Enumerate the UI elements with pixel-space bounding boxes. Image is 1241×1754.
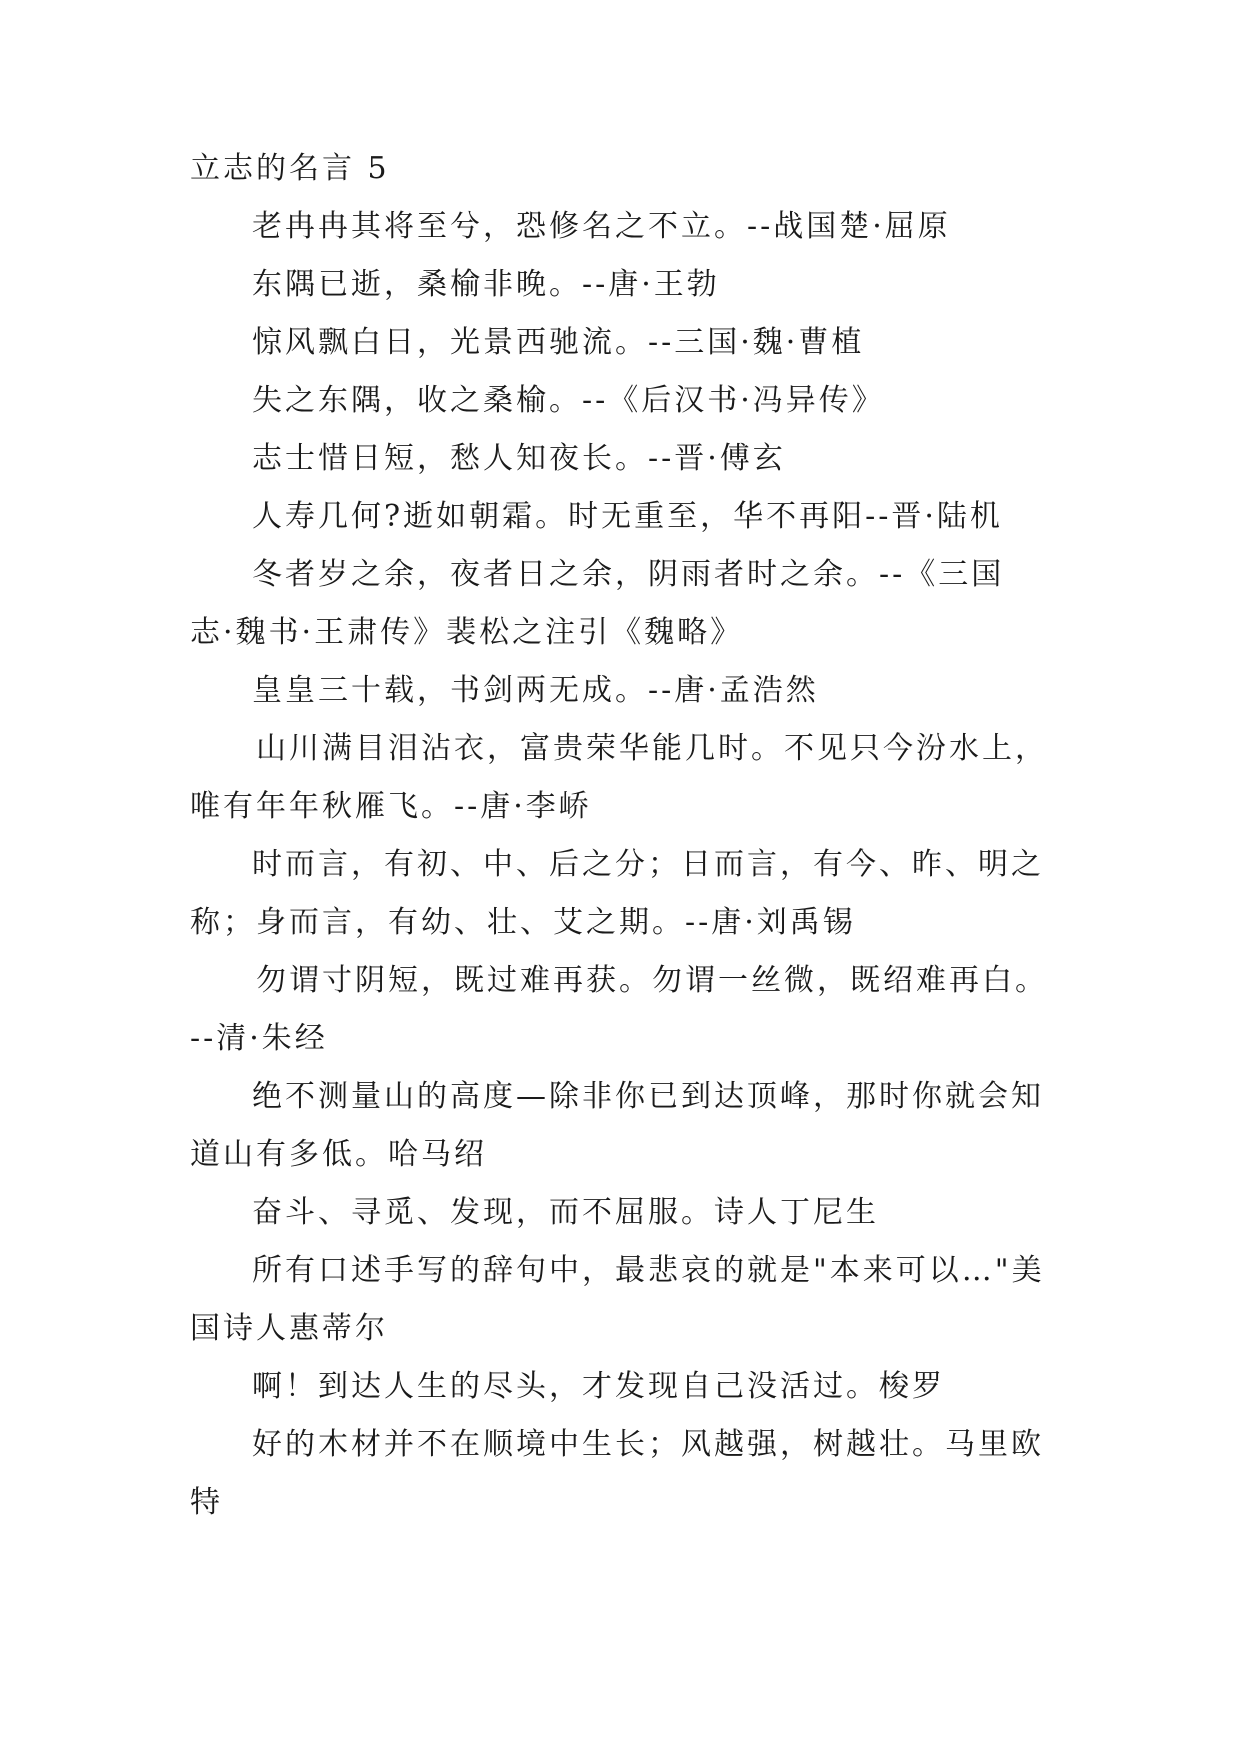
text-line: 人寿几何?逝如朝霜。时无重至，华不再阳--晋·陆机 <box>252 499 1003 534</box>
text-line: 老冉冉其将至兮，恐修名之不立。--战国楚·屈原 <box>252 209 951 244</box>
text-line: 所有口述手写的辞句中，最悲哀的就是"本来可以…"美 <box>252 1253 1045 1288</box>
text-line: 好的木材并不在顺境中生长；风越强，树越壮。马里欧 <box>252 1427 1044 1462</box>
text-line: 东隅已逝，桑榆非晚。--唐·王勃 <box>252 267 720 302</box>
text-line: --清·朱经 <box>190 1021 328 1056</box>
text-line: 志·魏书·王肃传》裴松之注引《魏略》 <box>190 615 744 650</box>
text-line: 时而言，有初、中、后之分；日而言，有今、昨、明之 <box>252 847 1044 882</box>
text-line: 志士惜日短，愁人知夜长。--晋·傅玄 <box>252 441 786 476</box>
text-line: 绝不测量山的高度—除非你已到达顶峰，那时你就会知 <box>252 1079 1044 1114</box>
text-line: 国诗人惠蒂尔 <box>190 1311 388 1346</box>
text-line: 失之东隅，收之桑榆。--《后汉书·冯异传》 <box>252 383 885 418</box>
text-line: 勿谓寸阴短，既过难再获。勿谓一丝微，既绍难再白。 <box>256 963 1048 998</box>
text-line: 唯有年年秋雁飞。--唐·李峤 <box>190 789 592 824</box>
text-line: 啊！到达人生的尽头，才发现自己没活过。梭罗 <box>252 1369 945 1404</box>
text-line: 冬者岁之余，夜者日之余，阴雨者时之余。--《三国 <box>252 557 1005 592</box>
text-line: 特 <box>190 1485 223 1520</box>
text-line: 称；身而言，有幼、壮、艾之期。--唐·刘禹锡 <box>190 905 856 940</box>
text-line: 道山有多低。哈马绍 <box>190 1137 487 1172</box>
text-line: 奋斗、寻觅、发现，而不屈服。诗人丁尼生 <box>252 1195 879 1230</box>
text-line: 惊风飘白日，光景西驰流。--三国·魏·曹植 <box>252 325 865 360</box>
text-line: 山川满目泪沾衣，富贵荣华能几时。不见只今汾水上， <box>256 731 1048 766</box>
text-line: 皇皇三十载，书剑两无成。--唐·孟浩然 <box>252 673 819 708</box>
document-title: 立志的名言 5 <box>190 151 390 186</box>
